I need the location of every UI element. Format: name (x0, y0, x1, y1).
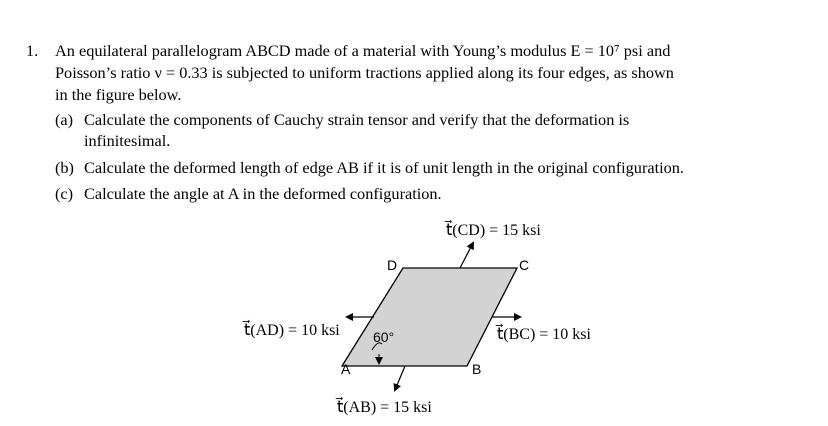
part-b-text: Calculate the deformed length of edge AB if it is of unit length in the original configuration. (84, 158, 684, 177)
problem-stem-line-1: An equilateral parallelogram ABCD made of a material with Young’s modulus E = 10⁷ psi and (55, 41, 671, 60)
vertex-b-label: B (472, 361, 482, 377)
part-c-label: (c) (55, 184, 74, 203)
problem-stem-line-2: Poisson’s ratio ν = 0.33 is subjected to uniform tractions applied along its four edges, as shown (55, 63, 674, 82)
problem-stem-line-3: in the figure below. (55, 85, 182, 104)
traction-cd-label: t⃗(CD) = 15 ksi (446, 222, 541, 239)
traction-arrow-cd (460, 243, 473, 268)
part-c-text: Calculate the angle at A in the deformed configuration. (84, 184, 442, 203)
traction-ab-label: t⃗(AB) = 15 ksi (337, 399, 432, 416)
traction-bc-label: t⃗(BC) = 10 ksi (497, 326, 591, 343)
vertex-c-label: C (519, 257, 530, 273)
traction-ad-label: t⃗(AD) = 10 ksi (244, 322, 340, 339)
part-a-text-line-1: Calculate the components of Cauchy strain tensor and verify that the deformation is (84, 110, 630, 129)
vertex-a-label: A (341, 361, 351, 377)
part-a-label: (a) (55, 110, 74, 129)
angle-label: 60° (373, 329, 395, 345)
part-b-label: (b) (55, 158, 74, 177)
problem-number: 1. (26, 41, 39, 60)
part-a-text-line-2: infinitesimal. (84, 131, 171, 150)
traction-arrow-ab (395, 366, 405, 390)
vertex-d-label: D (387, 257, 398, 273)
